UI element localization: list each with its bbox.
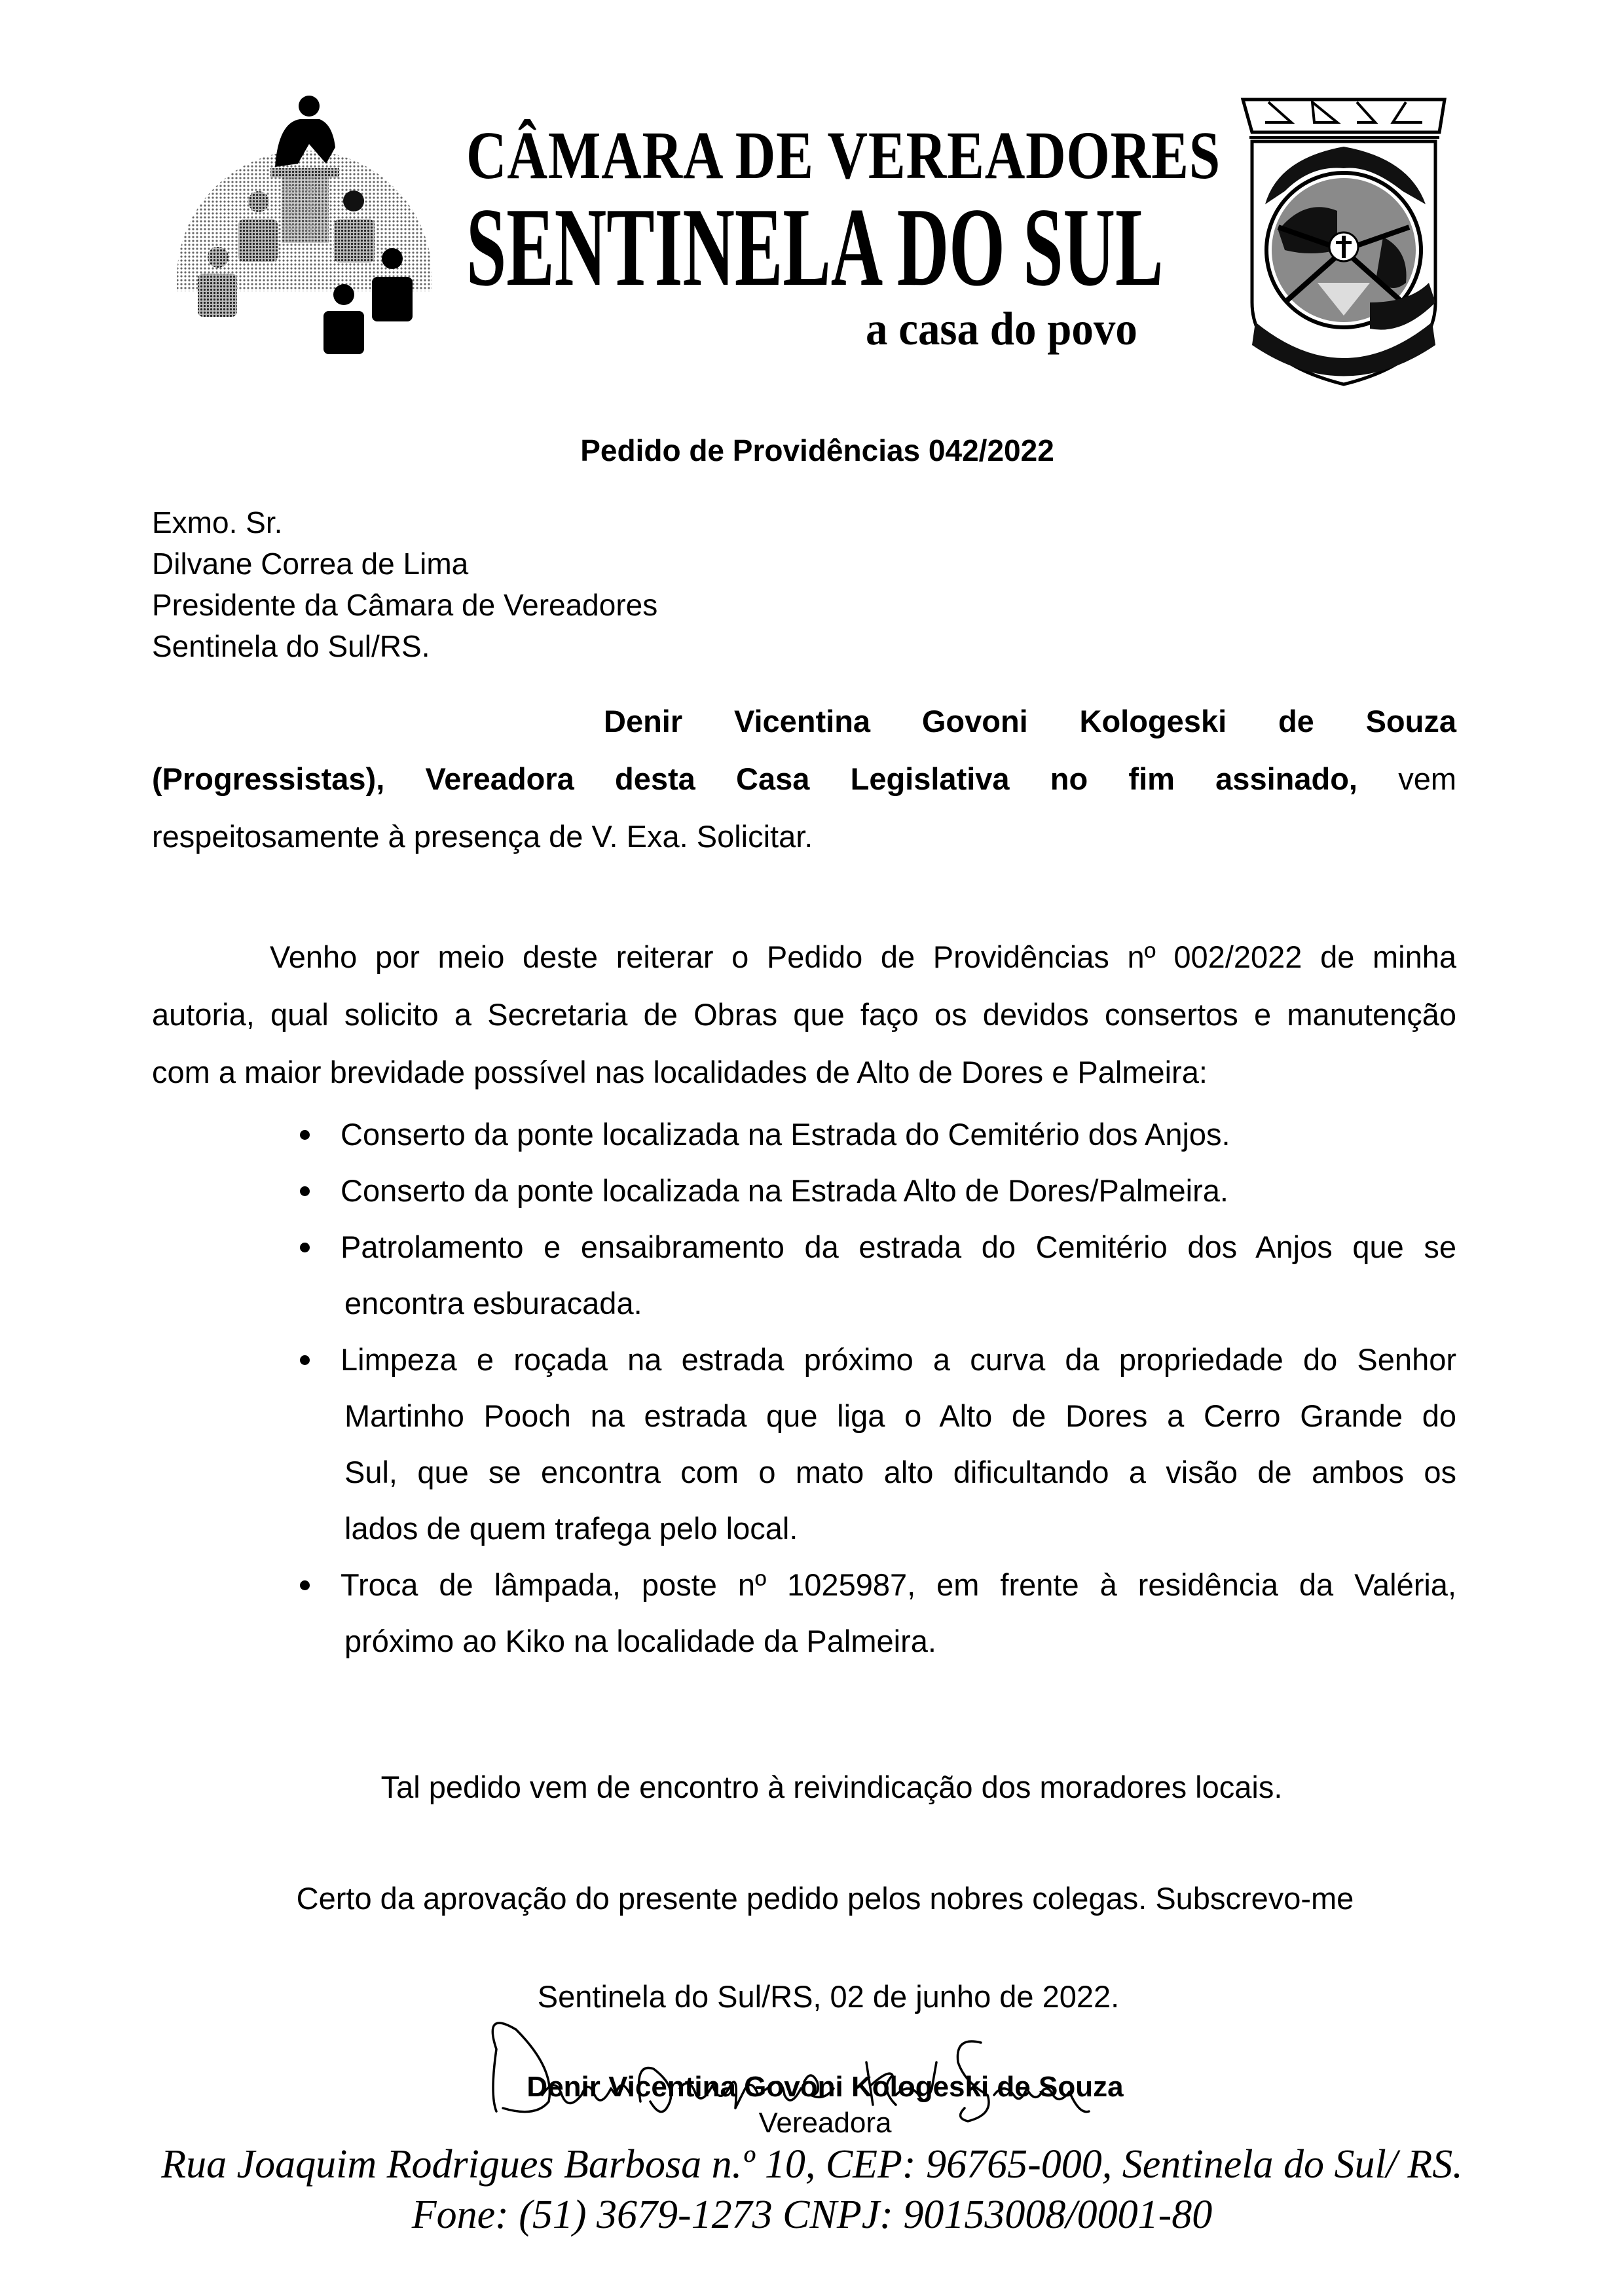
request-line: próximo ao Kiko na localidade da Palmeira.	[344, 1624, 936, 1658]
request-line: Sul, que se encontra com o mato alto dificultando a visão de ambos os	[344, 1455, 1456, 1489]
footer-address: Rua Joaquim Rodrigues Barbosa n.º 10, CEP: 96765-000, Sentinela do Sul/ RS.	[161, 2142, 1463, 2187]
closing-approval: Certo da aprovação do presente pedido pelos nobres colegas. Subscrevo-me	[296, 1881, 1354, 1916]
addressee-salutation: Exmo. Sr.	[152, 505, 283, 539]
intro-line-1: Denir Vicentina Govoni Kologeski de Souza	[604, 704, 1456, 738]
body-paragraph	[152, 928, 1456, 1101]
coat-of-arms	[1239, 86, 1449, 394]
request-line: Limpeza e roçada na estrada próximo a curva da propriedade do Senhor	[341, 1342, 1456, 1377]
request-line: Troca de lâmpada, poste nº 1025987, em frente à residência da Valéria,	[341, 1567, 1456, 1602]
request-list	[300, 1106, 1456, 1669]
municipal-coat-of-arms-icon	[1239, 86, 1449, 394]
request-item	[300, 1332, 1456, 1557]
intro-line-2	[152, 750, 1456, 808]
body-line-1: Venho por meio deste reiterar o Pedido de Providências nº 002/2022 de minha	[270, 939, 1456, 974]
bullet-icon	[300, 1243, 310, 1252]
addressee-location: Sentinela do Sul/RS.	[152, 629, 430, 663]
request-item	[300, 1219, 1456, 1332]
institution-name: CÂMARA DE VEREADORES	[466, 118, 1221, 193]
body-line-3: com a maior brevidade possível nas localidades de Alto de Dores e Palmeira:	[152, 1055, 1208, 1089]
bullet-icon	[300, 1355, 310, 1365]
people-assembly-icon	[164, 82, 445, 363]
bullet-icon	[300, 1130, 310, 1140]
institution-slogan: a casa do povo	[866, 302, 1137, 355]
addressee-position: Presidente da Câmara de Vereadores	[152, 588, 658, 622]
body-line-2: autoria, qual solicito a Secretaria de Obras que faço os devidos consertos e manutenção	[152, 997, 1456, 1032]
signer-role: Vereadora	[758, 2107, 892, 2139]
footer-contact: Fone: (51) 3679-1273 CNPJ: 90153008/0001-80	[411, 2193, 1213, 2237]
people-assembly-logo	[164, 82, 445, 363]
addressee-name: Dilvane Correa de Lima	[152, 547, 469, 581]
place-and-date: Sentinela do Sul/RS, 02 de junho de 2022.	[537, 1979, 1120, 2014]
closing-justification: Tal pedido vem de encontro à reivindicação dos moradores locais.	[380, 1770, 1283, 1804]
bullet-icon	[300, 1186, 310, 1196]
request-line: Patrolamento e ensaibramento da estrada do Cemitério dos Anjos que se	[341, 1230, 1456, 1264]
request-item	[300, 1106, 1456, 1163]
document-title: Pedido de Providências 042/2022	[580, 433, 1054, 467]
signer-name: Denir Vicentina Govoni Kologeski de Souza	[526, 2071, 1124, 2103]
intro-line-3: respeitosamente à presença de V. Exa. Solicitar.	[152, 819, 813, 854]
addressee-block	[152, 502, 657, 667]
intro-line-2-regular: vem	[1398, 761, 1456, 796]
intro-paragraph	[152, 693, 1456, 866]
request-line: Conserto da ponte localizada na Estrada Alto de Dores/Palmeira.	[341, 1173, 1228, 1208]
request-line: Martinho Pooch na estrada que liga o Alto de Dores a Cerro Grande do	[344, 1398, 1456, 1433]
request-item	[300, 1163, 1456, 1219]
intro-line-2-bold: (Progressistas), Vereadora desta Casa Legislativa no fim assinado,	[152, 761, 1357, 796]
municipality-name: SENTINELA DO SUL	[466, 185, 1164, 310]
bullet-icon	[300, 1580, 310, 1590]
request-line: Conserto da ponte localizada na Estrada do Cemitério dos Anjos.	[341, 1117, 1230, 1152]
request-line: encontra esburacada.	[344, 1286, 642, 1321]
request-line: lados de quem trafega pelo local.	[344, 1511, 798, 1546]
request-item	[300, 1557, 1456, 1669]
